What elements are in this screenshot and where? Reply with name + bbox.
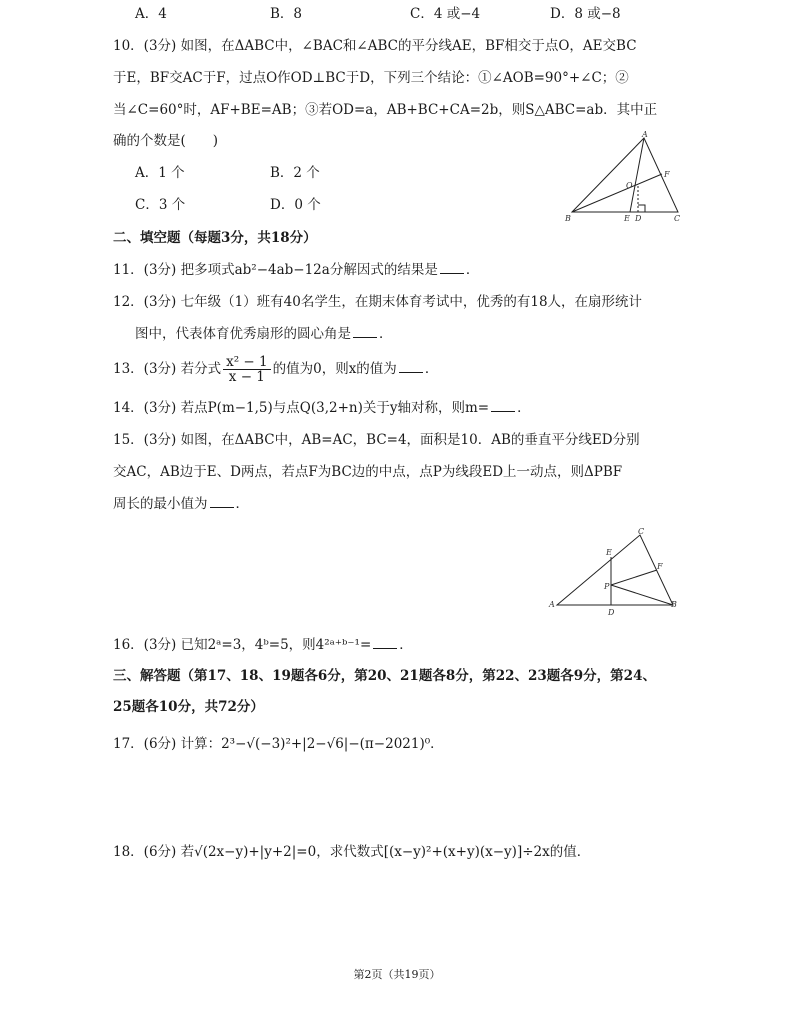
q9-option-a: A．4 bbox=[135, 6, 167, 22]
q14-end: ． bbox=[517, 400, 531, 416]
q17-line: 17．(6分) 计算：2³−√(−3)²+|2−√6|−(π−2021)⁰． bbox=[113, 736, 444, 752]
q18-line: 18．(6分) 若√(2x−y)+|y+2|=0，求代数式[(x−y)²+(x+y)(x−y)]÷2x的值． bbox=[113, 844, 591, 860]
q13-numerator: x² − 1 bbox=[223, 355, 271, 370]
section-3-heading-line-2: 25题各10分，共72分） bbox=[113, 699, 264, 715]
q10-option-d: D．0 个 bbox=[270, 197, 321, 213]
q11-text: 11．(3分) 把多项式ab²−4ab−12a分解因式的结果是 bbox=[113, 262, 438, 278]
q15-label-e: E bbox=[606, 548, 612, 557]
q15-text: 周长的最小值为 bbox=[113, 496, 208, 512]
q13-text-2: 的值为0，则x的值为 bbox=[272, 361, 397, 377]
q9-option-c: C．4 或−4 bbox=[410, 6, 481, 22]
q10-label-d: D bbox=[635, 214, 642, 223]
q13-end: ． bbox=[424, 361, 439, 377]
q16-answer-blank bbox=[373, 636, 397, 649]
q10-option-b: B．2 个 bbox=[270, 165, 320, 181]
q10-line-4: 确的个数是( ) bbox=[113, 133, 219, 149]
q13-text: 13．(3分) 若分式 bbox=[113, 361, 222, 377]
q10-option-a: A．1 个 bbox=[135, 165, 185, 181]
q11-end: ． bbox=[465, 262, 480, 278]
q15-label-c: C bbox=[638, 527, 645, 536]
q15-label-p: P bbox=[604, 582, 610, 591]
q10-label-a: A bbox=[642, 130, 648, 139]
q12-line-1: 12．(3分) 七年级（1）班有40名学生，在期末体育考试中，优秀的有18人，在扇形统计 bbox=[113, 294, 643, 310]
q10-label-e: E bbox=[624, 214, 630, 223]
q11-answer-blank bbox=[440, 261, 464, 274]
q10-line-3: 当∠C=60°时，AF+BE=AB；③若OD=a，AB+BC+CA=2b，则S△ABC=ab．其中正 bbox=[113, 102, 658, 118]
q15-line-1: 15．(3分) 如图，在ΔABC中，AB=AC，BC=4，面积是10．AB的垂直平分线ED分别 bbox=[113, 432, 640, 448]
q15-label-f: F bbox=[657, 562, 663, 571]
q14-text: 14．(3分) 若点P(m−1,5)与点Q(3,2+n)关于y轴对称，则m= bbox=[113, 400, 490, 416]
q10-label-b: B bbox=[565, 214, 571, 223]
section-3-heading-line-1: 三、解答题（第17、18、19题各6分，第20、21题各8分，第22、23题各9分，第24、 bbox=[113, 668, 656, 684]
q12-line-2 bbox=[135, 324, 393, 344]
q13-answer-blank bbox=[399, 360, 423, 373]
section-2-heading: 二、填空题（每题3分，共18分） bbox=[113, 230, 317, 246]
q15-line-3 bbox=[113, 494, 249, 514]
q16-line bbox=[113, 635, 413, 655]
q15-answer-blank bbox=[210, 495, 234, 508]
q15-label-b: B bbox=[671, 600, 677, 609]
q14-line bbox=[113, 398, 531, 418]
q10-option-c: C．3 个 bbox=[135, 197, 186, 213]
q15-label-d: D bbox=[608, 608, 615, 617]
q15-label-a: A bbox=[549, 600, 555, 609]
page-footer: 第2页（共19页） bbox=[353, 968, 441, 981]
q13-line bbox=[113, 352, 438, 386]
q10-line-1: 10．(3分) 如图，在ΔABC中，∠BAC和∠ABC的平分线AE，BF相交于点O，AE交BC bbox=[113, 38, 637, 54]
q11-line bbox=[113, 260, 479, 280]
q13-fraction bbox=[223, 355, 271, 384]
q15-triangle-figure bbox=[545, 527, 685, 617]
q9-option-b: B．8 bbox=[270, 6, 303, 22]
q15-end: ． bbox=[235, 496, 249, 512]
q10-label-o: O bbox=[626, 181, 633, 190]
q10-label-f: F bbox=[664, 170, 670, 179]
q13-denominator: x − 1 bbox=[228, 369, 265, 385]
q12-end: ． bbox=[379, 326, 393, 342]
q10-triangle-figure bbox=[562, 130, 692, 228]
q14-answer-blank bbox=[491, 399, 515, 412]
q16-text: 16．(3分) 已知2ᵃ=3，4ᵇ=5，则4²ᵃ⁺ᵇ⁻¹= bbox=[113, 637, 372, 653]
q12-text: 图中，代表体育优秀扇形的圆心角是 bbox=[135, 326, 351, 342]
q9-option-d: D．8 或−8 bbox=[550, 6, 621, 22]
q16-end: ． bbox=[399, 637, 413, 653]
q12-answer-blank bbox=[353, 325, 377, 338]
q10-label-c: C bbox=[674, 214, 681, 223]
q15-line-2: 交AC，AB边于E、D两点，若点F为BC边的中点，点P为线段ED上一动点，则ΔPBF bbox=[113, 464, 623, 480]
q10-line-2: 于E，BF交AC于F，过点O作OD⊥BC于D，下列三个结论：①∠AOB=90°+∠C；② bbox=[113, 70, 629, 86]
